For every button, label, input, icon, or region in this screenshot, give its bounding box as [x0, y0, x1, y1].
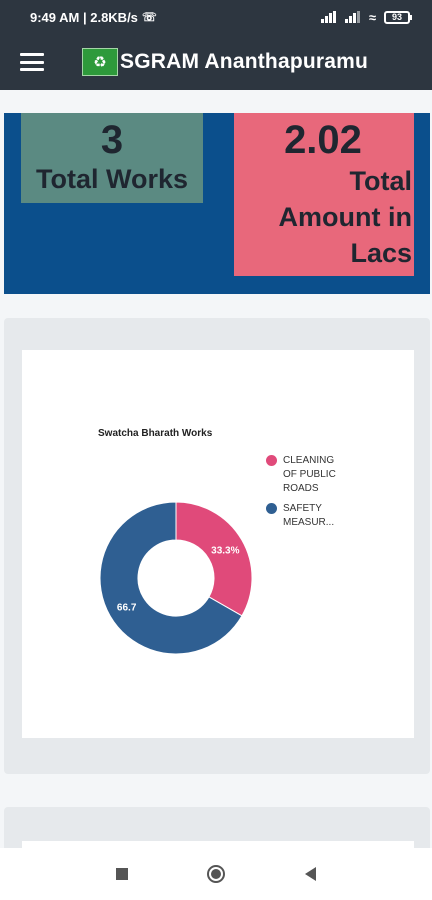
legend-label-cleaning: CLEANING OF PUBLIC ROADS	[283, 455, 336, 494]
data-label-safety: 66.7	[116, 602, 137, 614]
home-button[interactable]	[206, 864, 226, 884]
donut-chart	[22, 350, 414, 738]
slice-cleaning[interactable]	[176, 502, 252, 616]
summary-panel	[4, 113, 430, 294]
recents-button[interactable]	[112, 864, 132, 884]
total-amount-label-line2: Amount in	[278, 202, 412, 232]
app-bar	[0, 34, 432, 90]
wifi-icon: ≈	[368, 9, 376, 25]
chart-card	[4, 318, 430, 774]
app-logo: ♻	[82, 48, 118, 76]
signal-icon	[321, 11, 337, 23]
data-label-cleaning: 33.3%	[211, 545, 240, 557]
chart-container	[22, 350, 414, 738]
chart-title: Swatcha Bharath Works	[98, 428, 213, 439]
recents-square-icon	[116, 868, 128, 880]
signal-icon-2	[345, 11, 361, 23]
total-amount-value: 2.02	[284, 118, 362, 162]
status-time-speed: 9:49 AM | 2.8KB/s	[30, 9, 138, 25]
total-amount-card[interactable]	[234, 113, 414, 276]
legend-label-safety: SAFETY MEASUR...	[283, 503, 335, 528]
battery-icon: 93	[384, 11, 410, 24]
whatsapp-icon: ☏	[141, 10, 157, 24]
total-works-label: Total Works	[35, 164, 189, 194]
total-amount-label-line3: Lacs	[350, 238, 412, 268]
menu-icon[interactable]	[20, 53, 44, 71]
back-button[interactable]	[300, 864, 320, 884]
status-bar	[0, 0, 432, 34]
total-amount-label-line1: Total	[349, 166, 412, 196]
total-works-card[interactable]	[21, 113, 203, 203]
navigation-bar	[0, 848, 432, 900]
home-circle-icon	[207, 865, 225, 883]
total-works-value: 3	[100, 118, 124, 162]
back-triangle-icon	[305, 867, 316, 881]
page-title: SGRAM Ananthapuramu	[120, 50, 369, 73]
